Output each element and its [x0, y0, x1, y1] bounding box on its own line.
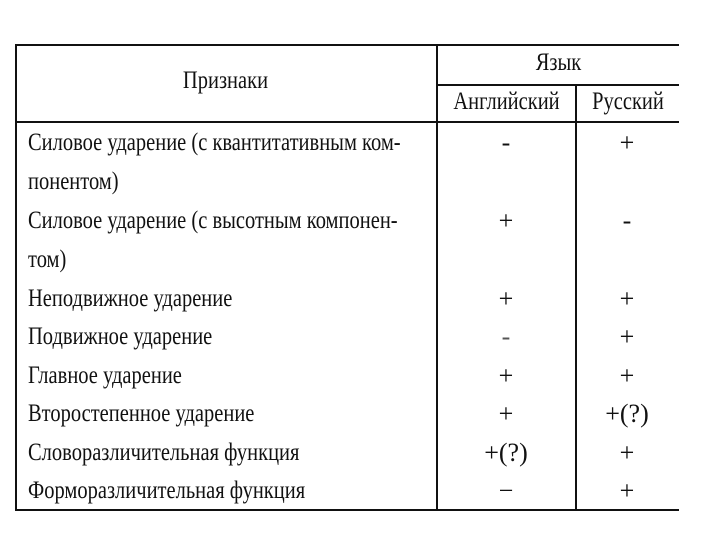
header-features: Признаки	[182, 67, 269, 94]
header-english: Английский	[453, 88, 560, 115]
english-value: -	[501, 128, 511, 157]
feature-label: Силовое ударение (с высотным компонен-	[28, 207, 398, 234]
header-language: Язык	[535, 49, 582, 76]
feature-label: Подвижное ударение	[28, 323, 213, 350]
russian-value: +	[619, 361, 635, 390]
russian-value: +(?)	[605, 399, 649, 428]
feature-label: Главное ударение	[28, 362, 182, 389]
english-value: +	[498, 361, 514, 390]
english-value: +	[498, 206, 514, 235]
divider-header-body	[15, 121, 679, 123]
english-value: -	[501, 322, 511, 351]
russian-value: +	[619, 476, 635, 505]
divider-language-header	[436, 84, 679, 86]
english-value: +(?)	[484, 438, 528, 467]
header-russian: Русский	[592, 88, 664, 115]
divider-features-column	[436, 44, 438, 511]
english-value: +	[498, 284, 514, 313]
english-value: −	[498, 476, 514, 505]
feature-label: Форморазличительная функция	[28, 477, 306, 504]
feature-label: Второстепенное ударение	[28, 400, 255, 427]
russian-value: +	[619, 438, 635, 467]
english-value: +	[498, 399, 514, 428]
russian-value: -	[622, 206, 632, 235]
feature-label: понентом)	[28, 168, 119, 195]
russian-value: +	[619, 322, 635, 351]
feature-label: Неподвижное ударение	[28, 285, 233, 312]
feature-label: том)	[28, 246, 67, 273]
russian-value: +	[619, 284, 635, 313]
feature-label: Словоразличительная функция	[28, 439, 300, 466]
russian-value: +	[619, 128, 635, 157]
feature-label: Силовое ударение (с квантитативным ком-	[28, 129, 401, 156]
